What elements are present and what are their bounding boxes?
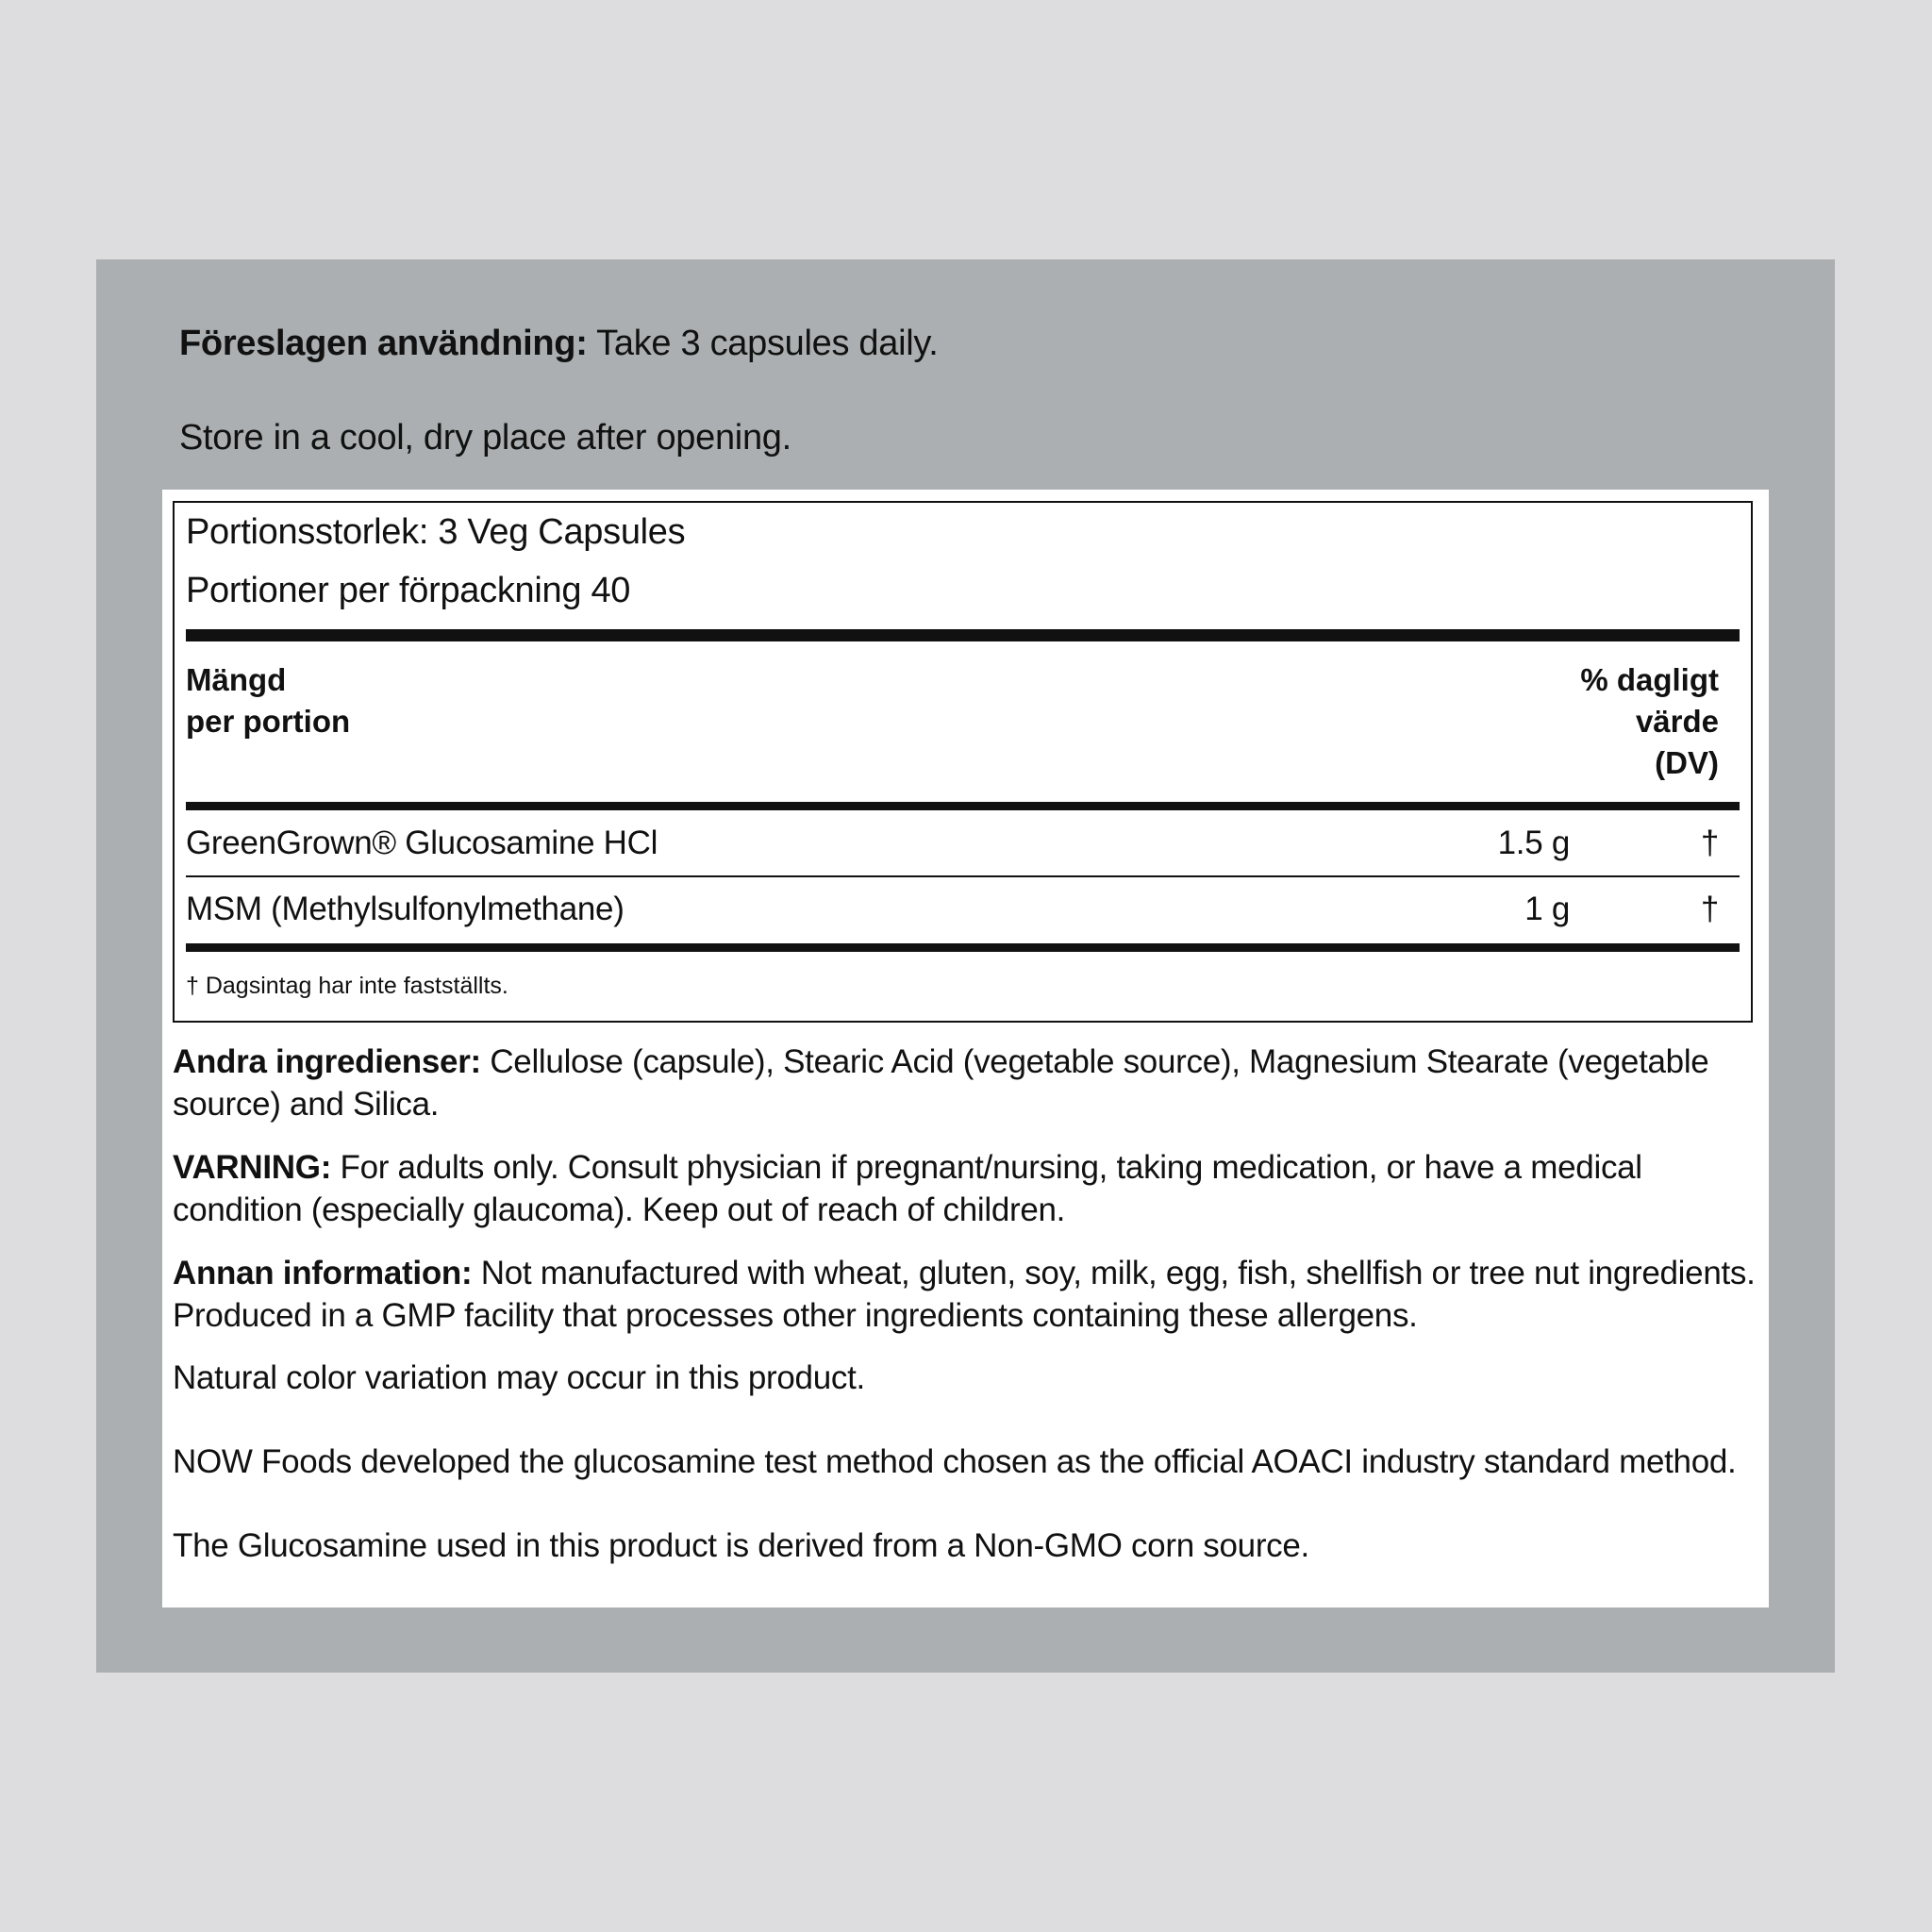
dv-header-line: (DV)	[1655, 745, 1719, 780]
dv-header-line: % dagligt	[1580, 662, 1719, 697]
serving-size: Portionsstorlek: 3 Veg Capsules	[186, 512, 686, 552]
warning-text: For adults only. Consult physician if pregnant/nursing, taking medication, or have a medical condition (especially glaucoma). Keep out of reach of children.	[173, 1149, 1642, 1228]
other-ingredients	[173, 1041, 1767, 1125]
ingredient-amount: 1 g	[1524, 891, 1570, 927]
label-panel	[96, 259, 1835, 1673]
ingredient-amount: 1.5 g	[1497, 824, 1570, 861]
other-ingredients-text: Cellulose (capsule), Stearic Acid (vegetable source), Magnesium Stearate (vegetable source) and Silica.	[173, 1043, 1709, 1123]
warning-label: VARNING:	[173, 1149, 332, 1186]
other-ingredients-label: Andra ingredienser:	[173, 1043, 481, 1080]
amount-header-line: Mängd	[186, 662, 287, 697]
label-card	[162, 490, 1769, 1607]
servings-per-container: Portioner per förpackning 40	[186, 571, 631, 610]
other-information-label: Annan information:	[173, 1255, 473, 1291]
divider-thin	[186, 875, 1740, 877]
ingredient-dv: †	[1700, 824, 1719, 861]
dv-footnote: † Dagsintag har inte fastställts.	[186, 973, 508, 999]
other-information-text: Not manufactured with wheat, gluten, soy, milk, egg, fish, shellfish or tree nut ingredients. Produced in a GMP facility that processes other ingredients containing these allergens.	[173, 1255, 1756, 1334]
table-row	[186, 881, 1740, 938]
supplement-facts-box	[173, 501, 1753, 1023]
table-row	[186, 815, 1740, 872]
amount-header-line: per portion	[186, 704, 351, 739]
suggested-use-text: Take 3 capsules daily.	[596, 324, 939, 363]
other-information	[173, 1252, 1767, 1337]
corn-source-note: The Glucosamine used in this product is derived from a Non-GMO corn source.	[173, 1527, 1309, 1564]
suggested-use-label: Föreslagen användning:	[179, 324, 588, 363]
divider-thick	[186, 802, 1740, 810]
test-method-note: NOW Foods developed the glucosamine test method chosen as the official AOACI industry standard method.	[173, 1443, 1737, 1480]
amount-per-serving-header	[186, 659, 350, 742]
ingredient-name: MSM (Methylsulfonylmethane)	[186, 891, 625, 927]
ingredient-name: GreenGrown® Glucosamine HCl	[186, 824, 658, 861]
daily-value-header	[1580, 659, 1719, 784]
divider-thick	[186, 629, 1740, 641]
dv-header-line: värde	[1635, 704, 1719, 739]
warning	[173, 1146, 1767, 1231]
divider-thick	[186, 943, 1740, 952]
ingredient-dv: †	[1700, 891, 1719, 927]
suggested-use	[179, 322, 939, 365]
natural-color-note: Natural color variation may occur in this product.	[173, 1359, 865, 1396]
storage-instructions: Store in a cool, dry place after opening.	[179, 418, 791, 458]
